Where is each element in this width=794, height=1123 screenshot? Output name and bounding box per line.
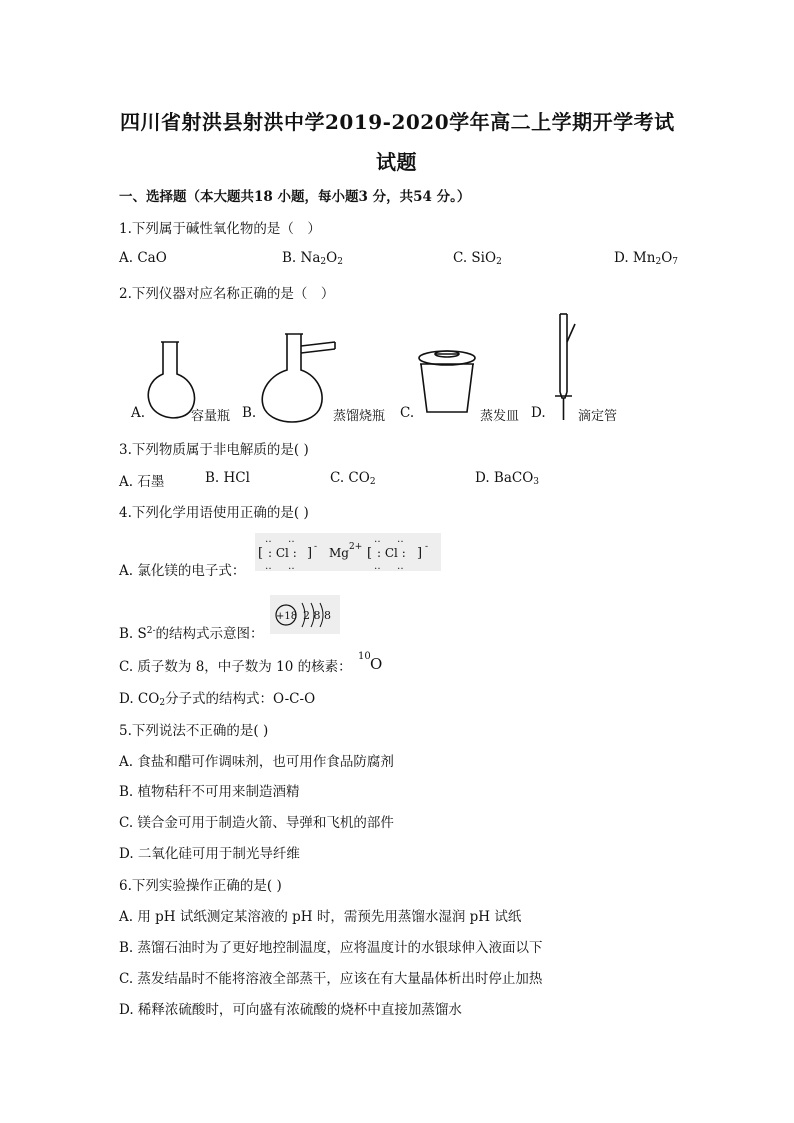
lone-pair-dots: ‥ <box>288 561 295 571</box>
lone-pair-dots: ‥ <box>374 561 381 571</box>
question-5-option-c: C. 镁合金可用于制造火箭、导弹和飞机的部件 <box>119 815 394 831</box>
bracket: ] <box>417 546 423 561</box>
question-3-option-c: C. $CO_2$ <box>330 470 376 487</box>
question-2-option-a-name: 容量瓶 <box>191 409 231 424</box>
question-2-option-c-name: 蒸发皿 <box>480 409 520 424</box>
question-1-stem: 1.下列属于碱性氧化物的是（ ） <box>119 221 321 237</box>
page-title-line2: 试题 <box>376 150 417 174</box>
section-heading: 一、选择题（本大题共18 小题，每小题3 分，共54 分。） <box>119 189 471 205</box>
charge: - <box>314 542 318 552</box>
volumetric-flask-icon <box>148 342 194 418</box>
question-4-option-a-label: A. 氯化镁的电子式： <box>119 563 246 579</box>
evaporating-dish-icon <box>419 351 475 412</box>
question-3-option-b: B. HCl <box>205 470 250 486</box>
page-title: 四川省射洪县射洪中学2019-2020学年高二上学期开学考试 <box>120 110 675 134</box>
magnesium-symbol: Mg <box>329 546 349 560</box>
question-6-option-c: C. 蒸发结晶时不能将溶液全部蒸干，应该在有大量晶体析出时停止加热 <box>119 971 543 987</box>
question-4-option-c-label: C. 质子数为 8，中子数为 10 的核素： <box>119 659 352 675</box>
question-2-option-d-name: 滴定管 <box>578 409 618 424</box>
question-4-option-d-label: D. $CO_2$分子式的结构式：O-C-O <box>119 691 316 708</box>
electron-counts: 2 8 8 <box>303 609 331 622</box>
question-6-option-d: D. 稀释浓硫酸时，可向盛有浓硫酸的烧杯中直接加蒸馏水 <box>119 1002 462 1018</box>
question-2-option-c-letter: C. <box>400 405 415 421</box>
sulfide-ion-structure-diagram <box>270 595 340 634</box>
magnesium-chloride-electron-formula <box>255 533 441 571</box>
question-5-stem: 5.下列说法不正确的是( ) <box>119 723 269 739</box>
question-2-option-b-name: 蒸馏烧瓶 <box>333 409 386 424</box>
lone-pair-dots: ‥ <box>265 534 272 545</box>
question-6-stem: 6.下列实验操作正确的是( ) <box>119 878 282 894</box>
question-2-option-a-letter: A. <box>131 405 146 421</box>
bracket: [ <box>367 546 373 561</box>
bracket: [ <box>258 546 264 561</box>
question-3-option-d: D. BaCO$_3$ <box>475 470 540 487</box>
question-4-option-b-label: B. $S^{2-}$的结构式示意图： <box>119 626 264 642</box>
question-3-option-a: A. 石墨 <box>119 474 165 490</box>
lone-pair-dots: ‥ <box>288 534 295 545</box>
oxygen-nuclide-symbol: O <box>370 655 383 673</box>
oxygen-nuclide-mass-number: 10 <box>358 651 371 662</box>
lone-pair-dots: ‥ <box>397 534 404 545</box>
lone-pair-dots: ‥ <box>374 534 381 545</box>
burette-icon <box>555 314 575 420</box>
chlorine-symbol: : Cl : <box>377 546 406 560</box>
question-5-option-d: D. 二氧化硅可用于制光导纤维 <box>119 846 300 862</box>
charge: - <box>425 542 429 552</box>
question-2-stem: 2.下列仪器对应名称正确的是（ ） <box>119 286 335 302</box>
lone-pair-dots: ‥ <box>397 561 404 571</box>
question-2-option-b-letter: B. <box>242 405 257 421</box>
question-6-option-a: A. 用 pH 试纸测定某溶液的 pH 时，需预先用蒸馏水湿润 pH 试纸 <box>119 909 522 925</box>
question-6-option-b: B. 蒸馏石油时为了更好地控制温度，应将温度计的水银球伸入液面以下 <box>119 940 543 956</box>
nuclear-charge: +18 <box>276 611 298 622</box>
charge: 2+ <box>349 542 363 552</box>
question-4-stem: 4.下列化学用语使用正确的是( ) <box>119 505 309 521</box>
question-5-option-b: B. 植物秸秆不可用来制造酒精 <box>119 784 300 800</box>
bracket: ] <box>307 546 313 561</box>
distillation-flask-icon <box>262 334 335 422</box>
chlorine-symbol: : Cl : <box>268 546 297 560</box>
question-1-option-b: B. $Na_2O_2$ <box>282 250 343 267</box>
question-1-option-c: C. SiO$_2$ <box>453 250 502 267</box>
question-5-option-a: A. 食盐和醋可作调味剂，也可用作食品防腐剂 <box>119 754 394 770</box>
question-3-stem: 3.下列物质属于非电解质的是( ) <box>119 442 309 458</box>
question-2-option-d-letter: D. <box>531 405 546 421</box>
question-1-option-a: A. CaO <box>119 250 167 266</box>
question-1-option-d: D. $Mn_2O_7$ <box>614 250 678 267</box>
lone-pair-dots: ‥ <box>265 561 272 571</box>
